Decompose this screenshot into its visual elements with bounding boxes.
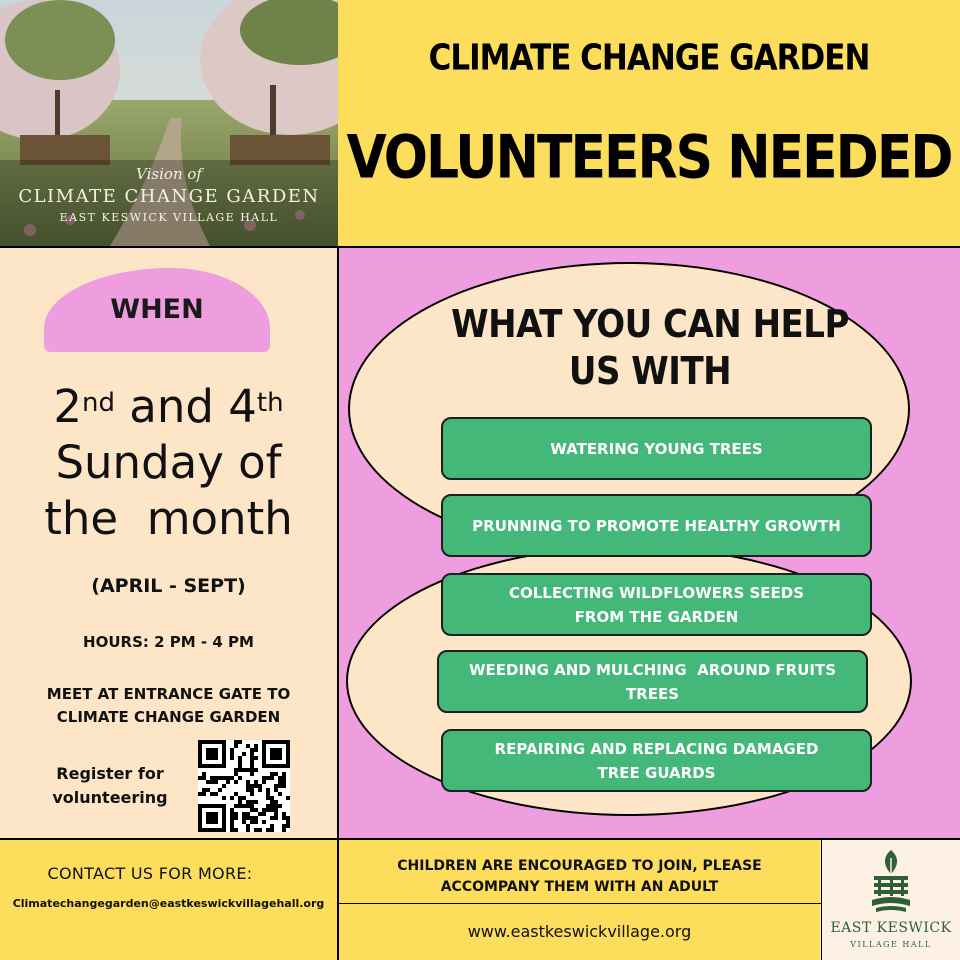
task-text: PRUNNING TO PROMOTE HEALTHY GROWTH [472,516,841,535]
photo-title: CLIMATE CHANGE GARDEN [18,186,320,207]
task-watering [441,417,872,480]
register-qr-code[interactable] [198,740,290,832]
divider-vertical [337,246,339,960]
task-text: FROM THE GARDEN [574,607,739,626]
divider-horizontal-bottom [0,838,960,840]
task-repairing-guards [441,729,872,792]
first-ordinal-suffix: nd [82,388,115,418]
meeting-point [0,683,337,729]
divider-logo [821,840,822,960]
header-title: CLIMATE CHANGE GARDEN [428,37,870,79]
logo-subtitle: VILLAGE HALL [850,940,932,949]
register-text [30,762,190,810]
village-hall-logo-icon [870,848,912,914]
garden-vision-image [0,0,338,246]
task-pruning [441,494,872,557]
task-text: WATERING YOUNG TREES [550,439,763,458]
header-headline: VOLUNTEERS NEEDED [346,123,952,193]
photo-subtitle: EAST KESWICK VILLAGE HALL [59,211,279,224]
help-title [440,301,860,395]
task-text: WEEDING AND MULCHING AROUND FRUITS [468,660,837,679]
contact-label: CONTACT US FOR MORE: [47,864,253,883]
task-collecting-seeds [441,573,872,636]
meet-line1: MEET AT ENTRANCE GATE TO [46,685,291,703]
divider-horizontal-top [0,246,960,248]
children-line1: CHILDREN ARE ENCOURAGED TO JOIN, PLEASE [397,858,762,874]
photo-script-text: Vision of [136,165,202,183]
when-dates-line3: the month [44,492,293,545]
task-weeding [437,650,868,713]
children-line2: ACCOMPANY THEM WITH AN ADULT [440,879,719,895]
help-title-line2: US WITH [568,349,732,394]
task-text: REPAIRING AND REPLACING DAMAGED [494,739,819,758]
register-line1: Register for [56,764,164,783]
register-line2: volunteering [52,788,168,807]
when-dates-line1 [0,380,337,434]
logo-title: EAST KESWICK [830,920,952,936]
meet-line2: CLIMATE CHANGE GARDEN [56,708,281,726]
task-text: TREE GUARDS [597,763,716,782]
contact-email[interactable]: Climatechangegarden@eastkeswickvillagehall.org [12,897,325,910]
second-ordinal: 4 [228,380,257,433]
when-dates-line2: Sunday of [55,436,282,489]
website-link[interactable]: www.eastkeswickvillage.org [467,922,692,941]
task-text: COLLECTING WILDFLOWERS SEEDS [508,583,805,602]
and-text: and [115,380,229,433]
second-ordinal-suffix: th [256,388,284,418]
task-text: TREES [625,684,680,703]
hours: HOURS: 2 PM - 4 PM [83,633,254,651]
months-range: (APRIL - SEPT) [91,575,246,597]
help-title-line1: WHAT YOU CAN HELP [451,302,849,347]
first-ordinal: 2 [53,380,83,433]
divider-footer-inner [339,903,822,904]
when-label: WHEN [110,294,204,325]
children-notice [339,856,820,898]
